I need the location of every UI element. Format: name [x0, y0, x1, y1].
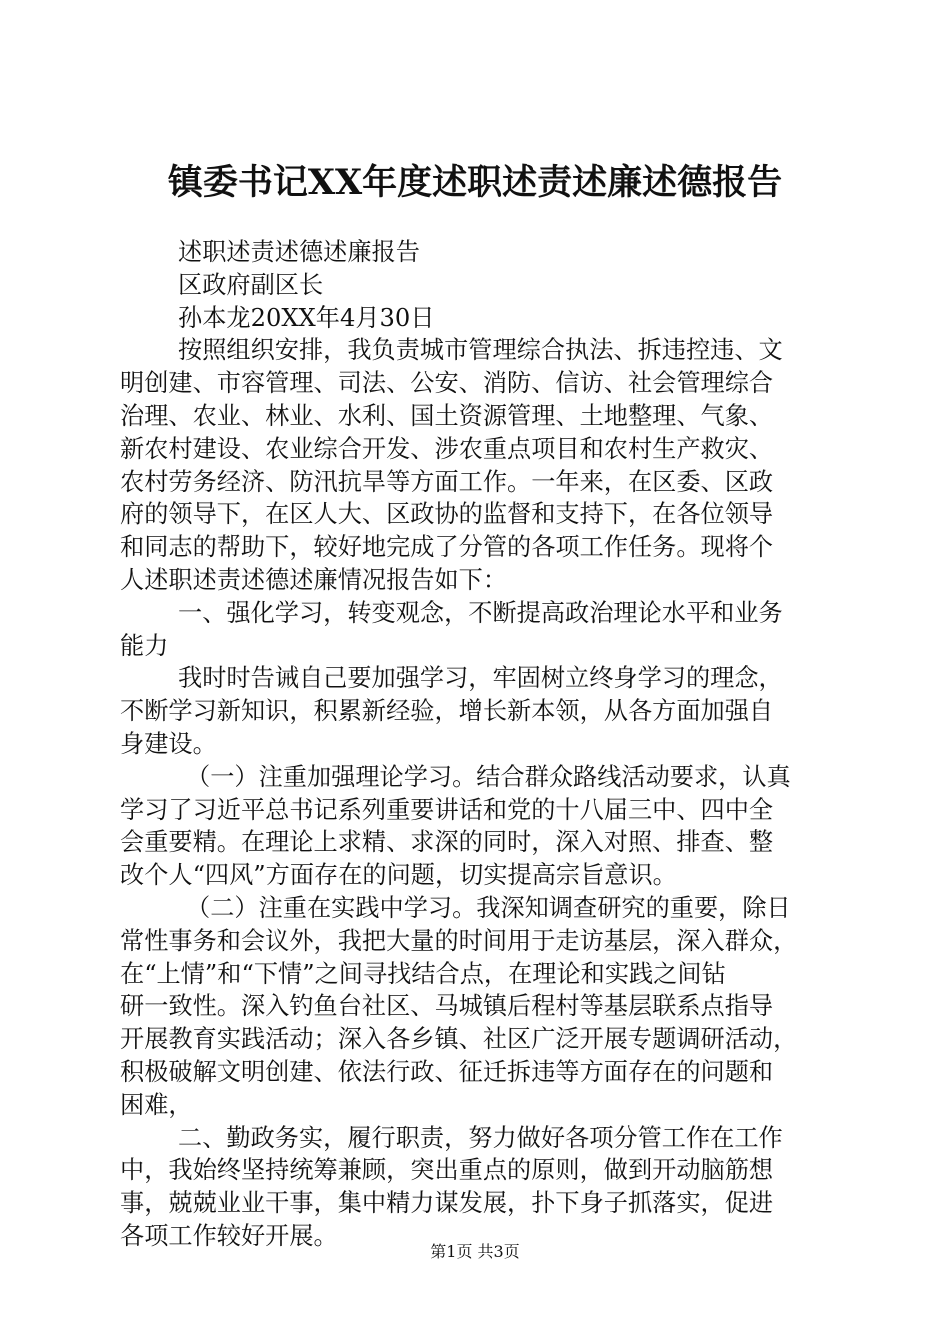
paragraph-line: 开展教育实践活动；深入各乡镇、社区广泛开展专题调研活动， — [120, 1025, 798, 1054]
section-heading-line: 一、强化学习，转变观念，不断提高政治理论水平和业务 — [178, 598, 783, 627]
paragraph-line: （二）注重在实践中学习。我深知调查研究的重要，除日 — [186, 893, 791, 922]
section-heading-line: 能力 — [120, 631, 169, 660]
paragraph-line: 事，兢兢业业干事，集中精力谋发展，扑下身子抓落实，促进 — [120, 1189, 774, 1218]
document-title: 镇委书记XX年度述职述责述廉述德报告 — [167, 162, 783, 203]
paragraph-line: （一）注重加强理论学习。结合群众路线活动要求，认真 — [186, 762, 791, 791]
paragraph-line: 困难， — [120, 1090, 193, 1119]
paragraph-line: 身建设。 — [120, 729, 217, 758]
document-body — [120, 236, 832, 1253]
author-date-line: 孙本龙20XX年4月30日 — [178, 303, 435, 332]
paragraph-line: 新农村建设、农业综合开发、涉农重点项目和农村生产救灾、 — [120, 434, 774, 463]
paragraph-line: 按照组织安排，我负责城市管理综合执法、拆违控违、文 — [178, 336, 783, 365]
paragraph-line: 不断学习新知识，积累新经验，增长新本领，从各方面加强自 — [120, 697, 774, 726]
paragraph-line: 常性事务和会议外，我把大量的时间用于走访基层，深入群众， — [120, 926, 798, 955]
author-position-line: 区政府副区长 — [178, 270, 324, 299]
paragraph-line: 会重要精。在理论上求精、求深的同时，深入对照、排查、整 — [120, 828, 774, 857]
paragraph-line: 明创建、市容管理、司法、公安、消防、信访、社会管理综合 — [120, 369, 774, 398]
paragraph-line: 中，我始终坚持统筹兼顾，突出重点的原则，做到开动脑筋想 — [120, 1156, 774, 1185]
paragraph-line: 我时时告诫自己要加强学习，牢固树立终身学习的理念， — [178, 664, 783, 693]
paragraph-line: 和同志的帮助下，较好地完成了分管的各项工作任务。现将个 — [120, 533, 774, 562]
paragraph-line: 治理、农业、林业、水利、国土资源管理、土地整理、气象、 — [120, 401, 774, 430]
paragraph-line: 学习了习近平总书记系列重要讲话和党的十八届三中、四中全 — [120, 795, 774, 824]
page-number-footer: 第1页 共3页 — [430, 1242, 520, 1261]
paragraph-line: 人述职述责述德述廉情况报告如下： — [120, 565, 508, 594]
paragraph-line: 改个人“四风”方面存在的问题，切实提高宗旨意识。 — [120, 861, 677, 890]
paragraph-line: 各项工作较好开展。 — [120, 1221, 338, 1250]
paragraph-line: 研一致性。深入钓鱼台社区、马城镇后程村等基层联系点指导 — [120, 992, 774, 1021]
paragraph-line: 在“上情”和“下情”之间寻找结合点，在理论和实践之间钻 — [120, 959, 726, 988]
paragraph-line: 农村劳务经济、防汛抗旱等方面工作。一年来，在区委、区政 — [120, 467, 774, 496]
paragraph-line: 府的领导下，在区人大、区政协的监督和支持下，在各位领导 — [120, 500, 774, 529]
paragraph-line: 积极破解文明创建、依法行政、征迁拆违等方面存在的问题和 — [120, 1057, 774, 1086]
section-heading-line: 二、勤政务实，履行职责，努力做好各项分管工作在工作 — [178, 1123, 783, 1152]
subtitle-line: 述职述责述德述廉报告 — [178, 238, 420, 266]
